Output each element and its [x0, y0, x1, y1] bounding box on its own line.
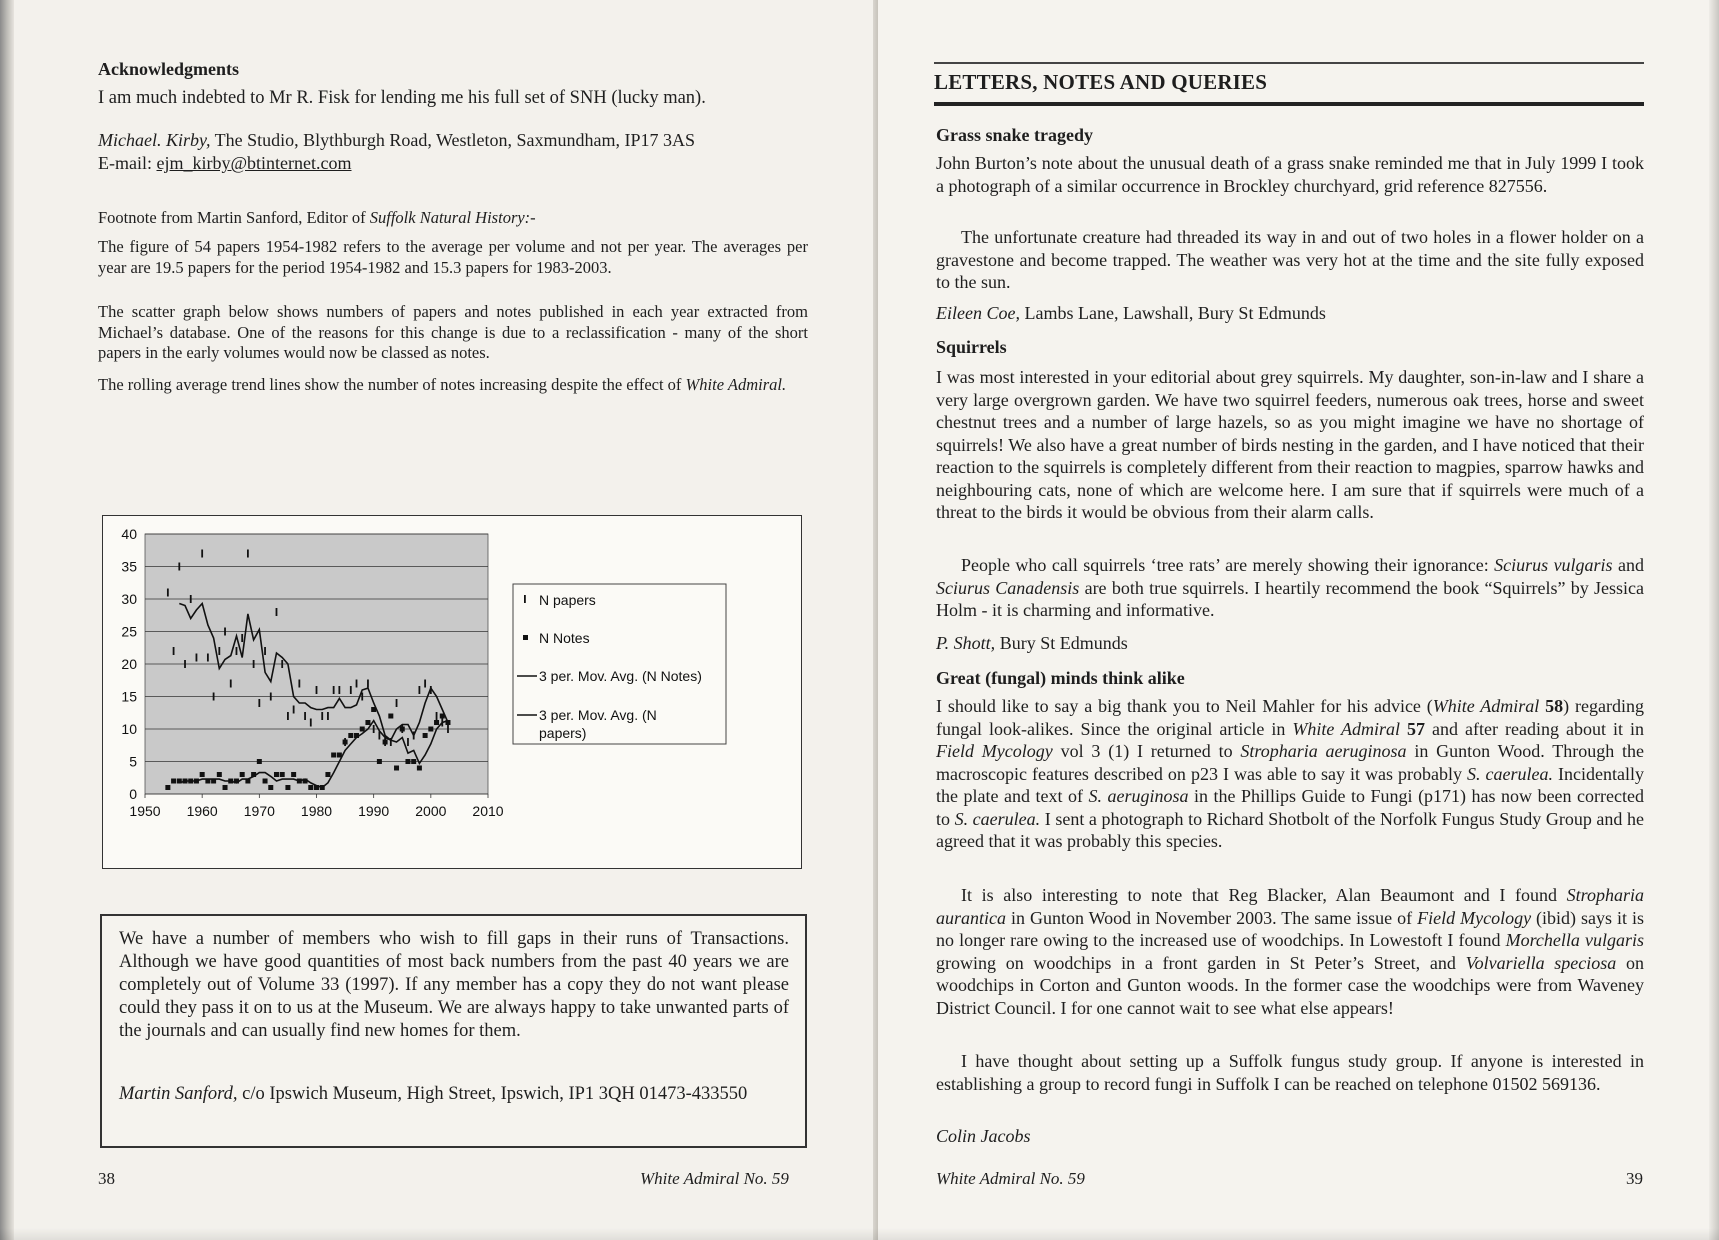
notice-signature	[119, 1083, 789, 1106]
y-tick-label: 35	[121, 558, 137, 575]
notes-point	[434, 720, 439, 725]
papers-point	[264, 647, 266, 655]
author-line	[98, 129, 808, 152]
legend-avg-notes-label: 3 per. Mov. Avg. (N Notes)	[539, 668, 702, 684]
legend-notes-marker	[523, 635, 528, 640]
papers-point	[436, 712, 438, 720]
page-number-right: 39	[1626, 1169, 1643, 1188]
notes-point	[388, 714, 393, 719]
fungal-heading: Great (fungal) minds think alike	[936, 668, 1185, 688]
papers-point	[201, 550, 203, 558]
papers-point	[373, 725, 375, 733]
notes-point	[365, 720, 370, 725]
grass-snake-para-2: The unfortunate creature had threaded its way in and out of two holes in a flower holder on a gravestone and become trapped. The weather was very hot at the time and the site fully exposed to the sun.	[936, 227, 1644, 292]
papers-point	[167, 589, 169, 597]
legend-papers-marker	[524, 595, 526, 603]
papers-point	[316, 686, 318, 694]
sq2-i2: Sciurus Canadensis	[936, 577, 1080, 598]
squirrels-para-2	[936, 554, 1644, 622]
notes-point	[411, 759, 416, 764]
para3-italic: White Admiral.	[685, 375, 787, 394]
papers-point	[407, 738, 409, 746]
f1-b1: 58	[1539, 696, 1564, 716]
author-address: The Studio, Blythburgh Road, Westleton, Saxmundham, IP17 3AS	[210, 130, 696, 150]
papers-point	[298, 680, 300, 688]
f1-i6: S. aeruginosa	[1088, 786, 1189, 806]
papers-point	[396, 699, 398, 707]
fungal-signature: Colin Jacobs	[936, 1126, 1031, 1146]
footnote-para-1: The figure of 54 papers 1954-1982 refers to the average per volume and not per year. The averages per year are 19.5 papers for the period 1954-1982 and 15.3 papers for 1983-2003.	[98, 237, 808, 277]
papers-point	[196, 654, 198, 662]
sq-sig-name: P. Shott,	[936, 633, 996, 653]
papers-point	[224, 628, 226, 636]
section-title: LETTERS, NOTES AND QUERIES	[934, 70, 1268, 94]
squirrels-para-1: I was most interested in your editorial about grey squirrels. My daughter, son-in-law and I share a very large overgrown garden. We have two squirrel feeders, numerous oak trees, horse and sweet chestnut trees and a number of large hazels, so as you might imagine we have no shortage of squirrels! We also have a great number of birds nesting in the garden, and I have noticed that their reaction to the squirrels is completely different from their reaction to magpies, sparrow hawks and neighbouring cats, none of which are welcome here. I am sure that if squirrels were much of a threat to the birds it would be obvious from their alarm calls.	[936, 367, 1644, 522]
y-tick-label: 40	[121, 526, 137, 542]
x-tick-label: 1980	[300, 803, 333, 819]
notes-point	[348, 733, 353, 738]
papers-point	[327, 712, 329, 720]
f1-i5: S. caerulea.	[1467, 763, 1554, 784]
papers-point	[293, 706, 295, 714]
papers-point	[356, 680, 358, 688]
f2-d: growing on woodchips in a front garden in St Peter’s Street, and	[936, 952, 1466, 973]
papers-point	[184, 660, 186, 668]
email-line	[98, 152, 808, 175]
page-number-left: 38	[98, 1169, 115, 1188]
notes-point	[417, 766, 422, 771]
f2-i3: Morchella vulgaris	[1505, 930, 1644, 950]
papers-point	[213, 693, 215, 701]
notes-point	[405, 759, 410, 764]
papers-point	[350, 686, 352, 694]
notes-point	[200, 772, 205, 777]
papers-point	[236, 647, 238, 655]
sq2-c: are both true squirrels. I heartily recommend the book “Squirrels” by Jessica Holm - it is charming and informative.	[936, 577, 1644, 620]
header-top-rule	[934, 62, 1644, 64]
sq2-i1: Sciurus vulgaris	[1494, 555, 1613, 575]
notes-point	[171, 779, 176, 784]
para3-text: The rolling average trend lines show the number of notes increasing despite the effect of	[98, 375, 686, 394]
footnote-intro	[98, 208, 808, 229]
papers-point	[338, 686, 340, 694]
f1-d: vol 3 (1) I returned to	[1052, 741, 1241, 761]
grass-sig-name: Eileen Coe,	[936, 303, 1020, 323]
notes-point	[285, 785, 290, 790]
grass-sig-rest: Lambs Lane, Lawshall, Bury St Edmunds	[1019, 303, 1326, 323]
x-tick-label: 1960	[186, 803, 218, 819]
papers-point	[190, 595, 192, 603]
notes-point	[331, 753, 336, 758]
papers-point	[281, 660, 283, 668]
papers-point	[230, 680, 232, 688]
fungal-para-2	[936, 884, 1644, 1019]
x-tick-label: 2010	[472, 803, 504, 819]
notes-point	[360, 727, 365, 732]
notes-point	[291, 772, 296, 777]
x-tick-label: 1950	[129, 803, 161, 819]
papers-point	[321, 712, 323, 720]
y-tick-label: 15	[121, 688, 137, 705]
sq2-a: People who call squirrels ‘tree rats’ are merely showing their ignorance:	[961, 555, 1495, 575]
papers-point	[207, 654, 209, 662]
grass-snake-heading: Grass snake tragedy	[936, 125, 1093, 145]
page-edge-right	[1709, 0, 1719, 1240]
author-name: Michael. Kirby,	[98, 130, 211, 150]
papers-point	[419, 686, 421, 694]
running-title-right: White Admiral No. 59	[936, 1169, 1085, 1188]
f1-b: ) regarding fungal look-alikes. Since the original article in	[936, 696, 1644, 739]
grass-snake-signature	[936, 302, 1644, 325]
papers-point	[247, 550, 249, 558]
f2-b: in Gunton Wood in November 2003. The same issue of	[1006, 907, 1418, 928]
notes-point	[240, 772, 245, 777]
x-tick-label: 2000	[415, 803, 447, 819]
notes-point	[263, 779, 268, 784]
notes-point	[308, 785, 313, 790]
f1-h: I sent a photograph to Richard Shotbolt of the Norfolk Fungus Study Group and he agreed that it was probably this species.	[936, 808, 1644, 851]
footnote-intro-text: Footnote from Martin Sanford, Editor of	[98, 208, 370, 227]
right-page	[878, 0, 1719, 1240]
papers-point	[258, 699, 260, 707]
footnote-para-2: The scatter graph below shows numbers of papers and notes published in each year extracted from Michael’s database. One of the reasons for this change is due to a reclassification - many of the short papers in the early volumes would now be classed as notes.	[98, 302, 808, 362]
squirrels-heading: Squirrels	[936, 337, 1007, 357]
papers-point	[270, 693, 272, 701]
y-tick-label: 10	[121, 721, 137, 737]
legend-notes-label: N Notes	[539, 630, 590, 646]
y-tick-label: 5	[129, 753, 137, 770]
squirrels-signature	[936, 632, 1644, 655]
f1-e: in Gunton Wood. Through the macroscopic features described on p23 I was able to say it was probably	[936, 741, 1644, 784]
f1-c: and after reading about it in	[1425, 718, 1644, 739]
notice-text: We have a number of members who wish to fill gaps in their runs of Transactions. Although we have good quantities of most back numbers from the past 40 years we are completely out of Volume 33 (1997). If any member has a copy they do not want please could they pass it on to us at the Museum. We are always happy to take unwanted parts of the journals and can usually find new homes for them.	[119, 929, 789, 1041]
f1-i1: White Admiral	[1432, 696, 1540, 716]
notes-point	[274, 772, 279, 777]
papers-point	[173, 647, 175, 655]
sq2-b: and	[1612, 555, 1644, 575]
notice-box	[100, 914, 807, 1148]
x-tick-label: 1990	[358, 803, 390, 819]
f1-a: I should like to say a big thank you to Neil Mahler for his advice (	[936, 696, 1433, 716]
papers-point	[367, 680, 369, 688]
footnote-para-3	[98, 375, 808, 396]
y-tick-label: 0	[129, 786, 137, 802]
footnote-journal: Suffolk Natural History:-	[369, 208, 536, 227]
notes-point	[223, 785, 228, 790]
ack-heading: Acknowledgments	[98, 59, 240, 79]
notes-point	[257, 759, 262, 764]
email-link[interactable]: ejm_kirby@btinternet.com	[156, 153, 352, 173]
notes-point	[400, 727, 405, 732]
papers-point	[241, 634, 243, 642]
page-edge	[0, 0, 14, 1240]
notes-point	[268, 785, 273, 790]
ack-text: I am much indebted to Mr R. Fisk for lending me his full set of SNH (lucky man).	[98, 88, 706, 108]
f1-i2: White Admiral	[1292, 718, 1401, 739]
f2-e: on woodchips in Corton and Gunton woods. In the former case the woodchips were from Waveney District Council. I for one cannot wait to see what else appears!	[936, 952, 1644, 1018]
notes-point	[423, 733, 428, 738]
papers-point	[178, 563, 180, 571]
f2-c: (ibid) says it is no longer rare owing to the increased use of woodchips. In Lowestoft I found	[936, 907, 1645, 950]
header-bottom-rule	[934, 102, 1644, 106]
papers-point	[218, 647, 220, 655]
y-tick-label: 25	[121, 623, 137, 640]
notes-point	[325, 772, 330, 777]
notice-sig-name: Martin Sanford,	[119, 1084, 238, 1104]
f1-f: Incidentally the plate and text of	[936, 763, 1644, 806]
notes-point	[383, 740, 388, 745]
papers-point	[287, 712, 289, 720]
papers-notes-scatter-chart	[103, 516, 801, 868]
papers-point	[276, 608, 278, 616]
notes-point	[394, 766, 399, 771]
notice-sig-rest: c/o Ipswich Museum, High Street, Ipswich, IP1 3QH 01473-433550	[237, 1084, 748, 1104]
f2-a: It is also interesting to note that Reg Blacker, Alan Beaumont and I found	[961, 885, 1567, 905]
papers-point	[310, 719, 312, 727]
legend-papers-label: N papers	[539, 592, 596, 608]
notes-point	[428, 727, 433, 732]
f2-i1: Stropharia aurantica	[936, 885, 1644, 928]
papers-point	[424, 680, 426, 688]
f2-i2: Field Mycology	[1417, 907, 1532, 928]
f1-i4: Stropharia aeruginosa	[1240, 741, 1407, 761]
running-title-left: White Admiral No. 59	[640, 1169, 789, 1188]
notes-point	[343, 740, 348, 745]
notes-point	[280, 772, 285, 777]
legend-avg-papers-label: 3 per. Mov. Avg. (N papers)	[539, 707, 657, 741]
papers-point	[447, 725, 449, 733]
chart-frame	[102, 515, 802, 869]
bottom-shadow	[0, 1228, 1719, 1240]
notes-point	[217, 772, 222, 777]
f1-i7: S. caerulea.	[954, 808, 1041, 829]
papers-point	[304, 712, 306, 720]
y-tick-label: 30	[121, 591, 137, 607]
sq-sig-rest: Bury St Edmunds	[995, 633, 1128, 653]
notes-point	[165, 785, 170, 790]
notes-point	[377, 759, 382, 764]
papers-point	[333, 686, 335, 694]
papers-point	[253, 660, 255, 668]
x-tick-label: 1970	[243, 803, 275, 819]
grass-snake-para-1: John Burton’s note about the unusual death of a grass snake reminded me that in July 1999 I took a photograph of a similar occurrence in Brockley churchyard, grid reference 827556.	[936, 153, 1644, 196]
fungal-para-1	[936, 695, 1644, 853]
f1-b2: 57	[1400, 718, 1426, 739]
y-tick-label: 20	[121, 656, 137, 672]
f1-g: in the Phillips Guide to Fungi (p171) has now been corrected to	[936, 786, 1644, 829]
f2-i4: Volvariella speciosa	[1465, 952, 1617, 973]
email-label: E-mail:	[98, 153, 157, 173]
f1-i3: Field Mycology	[936, 741, 1053, 761]
fungal-para-3: I have thought about setting up a Suffolk fungus study group. If anyone is interested in establishing a group to record fungi in Suffolk I can be reached on telephone 01502 569136.	[936, 1051, 1644, 1094]
